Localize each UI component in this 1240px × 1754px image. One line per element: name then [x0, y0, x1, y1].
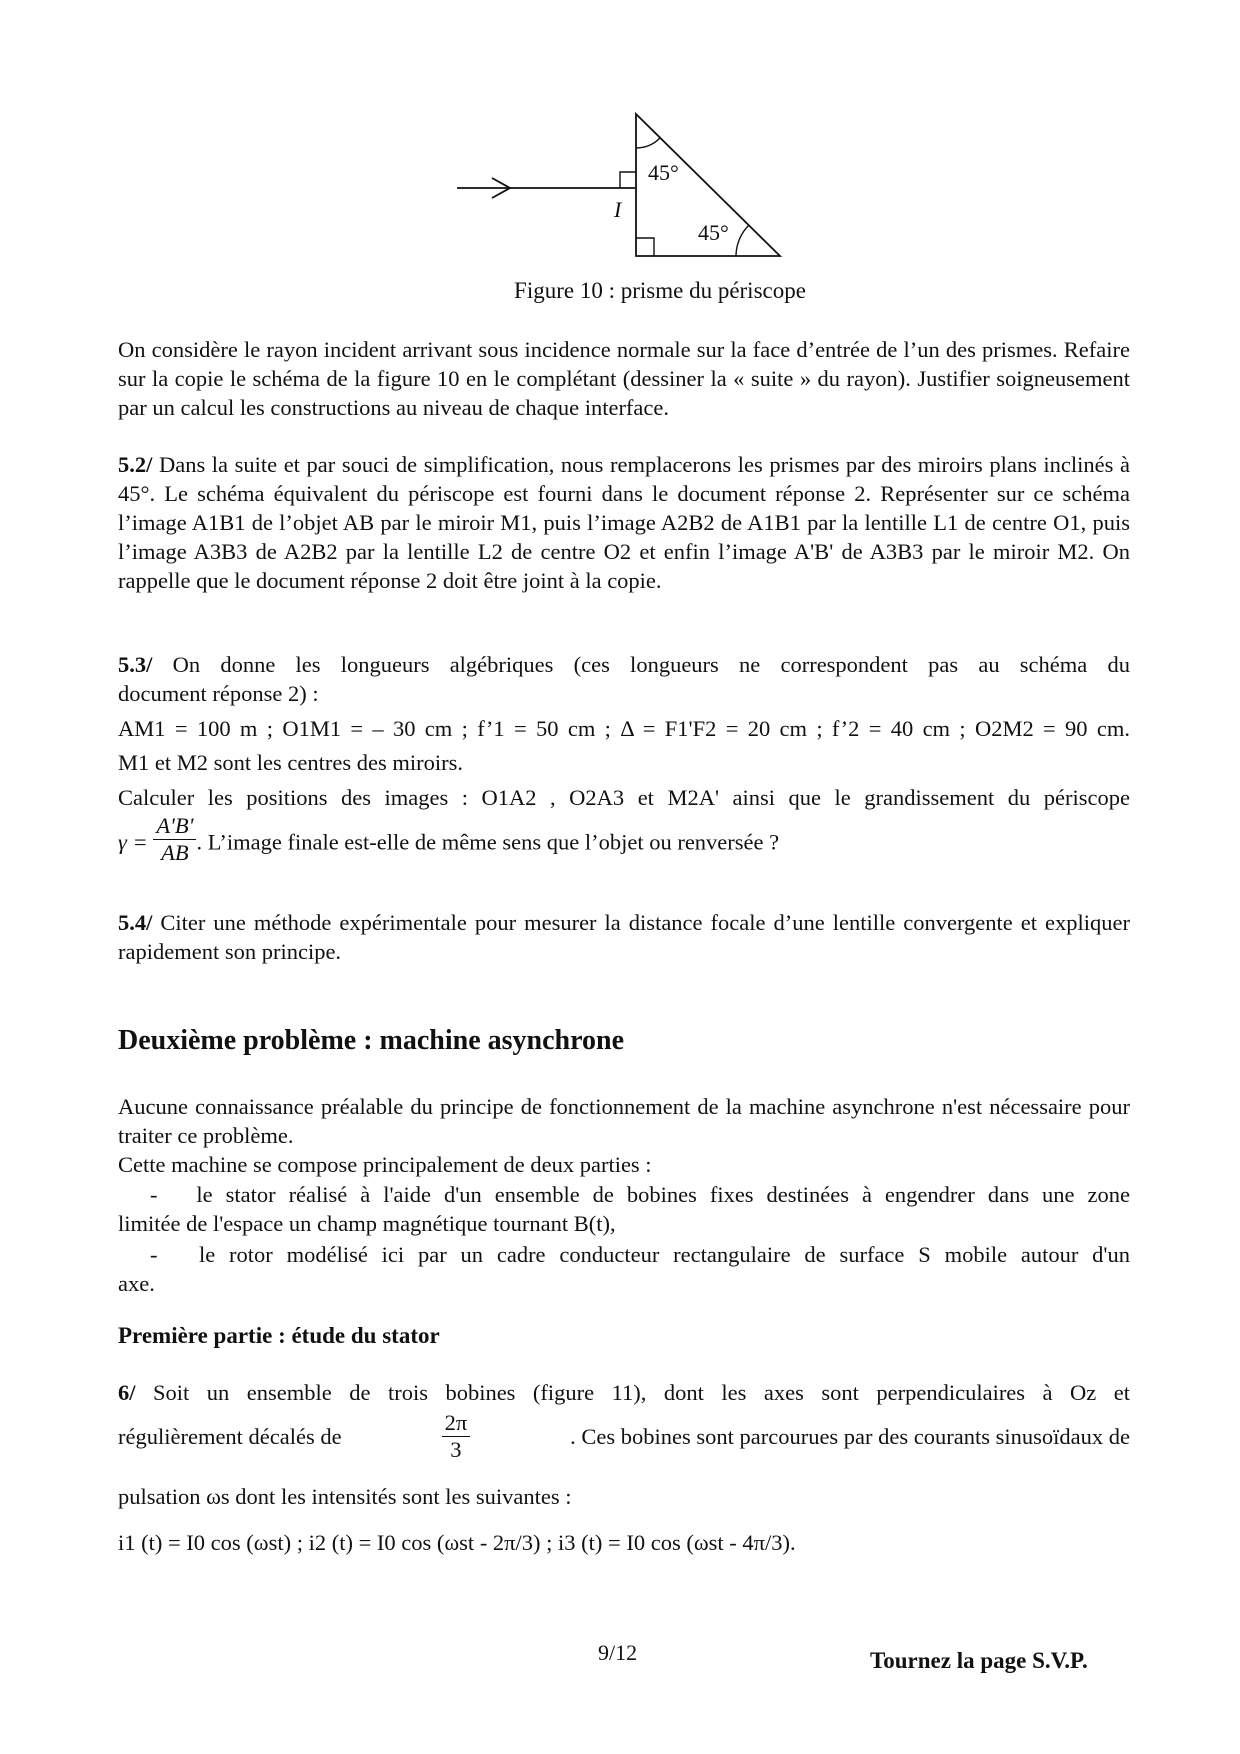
machine-composition: Cette machine se compose principalement de deux parties : — [118, 1152, 652, 1177]
angle-arc-top — [636, 138, 660, 148]
question-5-3-line2: document réponse 2) : — [118, 681, 319, 706]
mirrors-note: M1 et M2 sont les centres des miroirs. — [118, 750, 463, 775]
bullet-stator — [150, 1180, 1130, 1209]
bullet-text: le rotor modélisé ici par un cadre conducteur rectangulaire de surface S mobile autour d'un — [198, 1242, 1130, 1267]
question-text: Dans la suite et par souci de simplification, nous remplacerons les prismes par des miroirs plans inclinés à 45°. Le schéma équivalent du périscope est fourni dans le document réponse 2. Représenter sur ce schéma l’image A1B1 de l’objet AB par le miroir M1, puis l’image A2B2 de A1B1 par la lentille L1 de centre O1, puis l’image A3B3 de A2B2 par la lentille L2 de centre O2 et enfin l’image A'B' de A3B3 par le miroir M2. On rappelle que le document réponse 2 doit être joint à la copie. — [118, 452, 1130, 593]
question-text: On donne les longueurs algébriques (ces longueurs ne correspondent pas au schéma du — [152, 652, 1130, 677]
question-text: Citer une méthode expérimentale pour mesurer la distance focale d’une lentille convergente et expliquer rapidement son principe. — [118, 910, 1130, 964]
offset-numerator: 2π — [444, 1410, 468, 1435]
angle-label-top: 45° — [648, 160, 679, 185]
question-number: 5.3/ — [118, 652, 153, 677]
question-number: 5.4/ — [118, 910, 153, 935]
bullet-dash: - — [150, 1182, 197, 1207]
problem-2-intro: Aucune connaissance préalable du principe de fonctionnement de la machine asynchrone n'est nécessaire pour traiter ce problème. — [118, 1094, 1130, 1148]
bullet-rotor — [150, 1240, 1130, 1269]
magnification-line — [118, 813, 1130, 866]
question-text: Soit un ensemble de trois bobines (figure 11), dont les axes sont perpendiculaires à Oz et — [135, 1380, 1130, 1405]
right-angle-marker-corner — [636, 238, 654, 256]
intro-paragraph: On considère le rayon incident arrivant sous incidence normale sur la face d’entrée de l’un des prismes. Refaire sur la copie le schéma de la figure 10 en le complétant (dessiner la « suite » du rayon). Justifier soigneusement par un calcul les constructions au niveau de chaque interface. — [118, 337, 1130, 420]
right-angle-marker-incidence — [620, 172, 636, 188]
point-label-I: I — [614, 197, 622, 222]
question-number: 5.2/ — [118, 452, 153, 477]
currents-text: . Ces bobines sont parcourues par des courants sinusoïdaux de — [570, 1424, 1130, 1449]
bullet-rotor-cont: axe. — [118, 1271, 155, 1296]
offset-fraction — [442, 1410, 471, 1463]
gamma-symbol: γ = — [118, 829, 148, 855]
offset-text: régulièrement décalés de — [118, 1424, 342, 1449]
bullet-text: le stator réalisé à l'aide d'un ensemble de bobines fixes destinées à engendrer dans une zone — [196, 1182, 1130, 1207]
question-5-4 — [118, 908, 1130, 966]
part-1-title: Première partie : étude du stator — [118, 1323, 440, 1348]
angle-label-bottom: 45° — [698, 220, 729, 245]
currents-equation: i1 (t) = I0 cos (ωst) ; i2 (t) = I0 cos (ωst - 2π/3) ; i3 (t) = I0 cos (ωst - 4π/3). — [118, 1530, 796, 1555]
bullet-stator-cont: limitée de l'espace un champ magnétique tournant B(t), — [118, 1211, 616, 1236]
gamma-fraction — [153, 813, 196, 866]
turn-page-note: Tournez la page S.V.P. — [870, 1648, 1088, 1673]
question-6-line2 — [118, 1410, 1130, 1463]
given-lengths: AM1 = 100 m ; O1M1 = – 30 cm ; f’1 = 50 cm ; Δ = F1'F2 = 20 cm ; f’2 = 40 cm ; O2M2 = 90 cm. — [118, 716, 1130, 741]
gamma-denominator: AB — [153, 839, 196, 866]
page-number: 9/12 — [598, 1640, 638, 1665]
problem-2-title: Deuxième problème : machine asynchrone — [118, 1025, 625, 1056]
angle-arc-bottom — [736, 225, 749, 256]
figure-caption: Figure 10 : prisme du périscope — [514, 278, 806, 303]
gamma-numerator: A'B' — [156, 813, 194, 838]
gamma-question: . L’image finale est-elle de même sens que l’objet ou renversée ? — [196, 829, 780, 855]
calc-instruction: Calculer les positions des images : O1A2 , O2A3 et M2A' ainsi que le grandissement du périscope — [118, 785, 1130, 810]
question-number: 6/ — [118, 1380, 136, 1405]
question-6-line1 — [118, 1378, 1130, 1407]
question-5-3-line1 — [118, 650, 1130, 679]
bullet-dash: - — [150, 1242, 199, 1267]
question-5-2 — [118, 450, 1130, 595]
question-6-line3: pulsation ωs dont les intensités sont les suivantes : — [118, 1484, 572, 1509]
figure-10-prism-diagram — [440, 100, 800, 270]
offset-denominator: 3 — [442, 1436, 471, 1463]
